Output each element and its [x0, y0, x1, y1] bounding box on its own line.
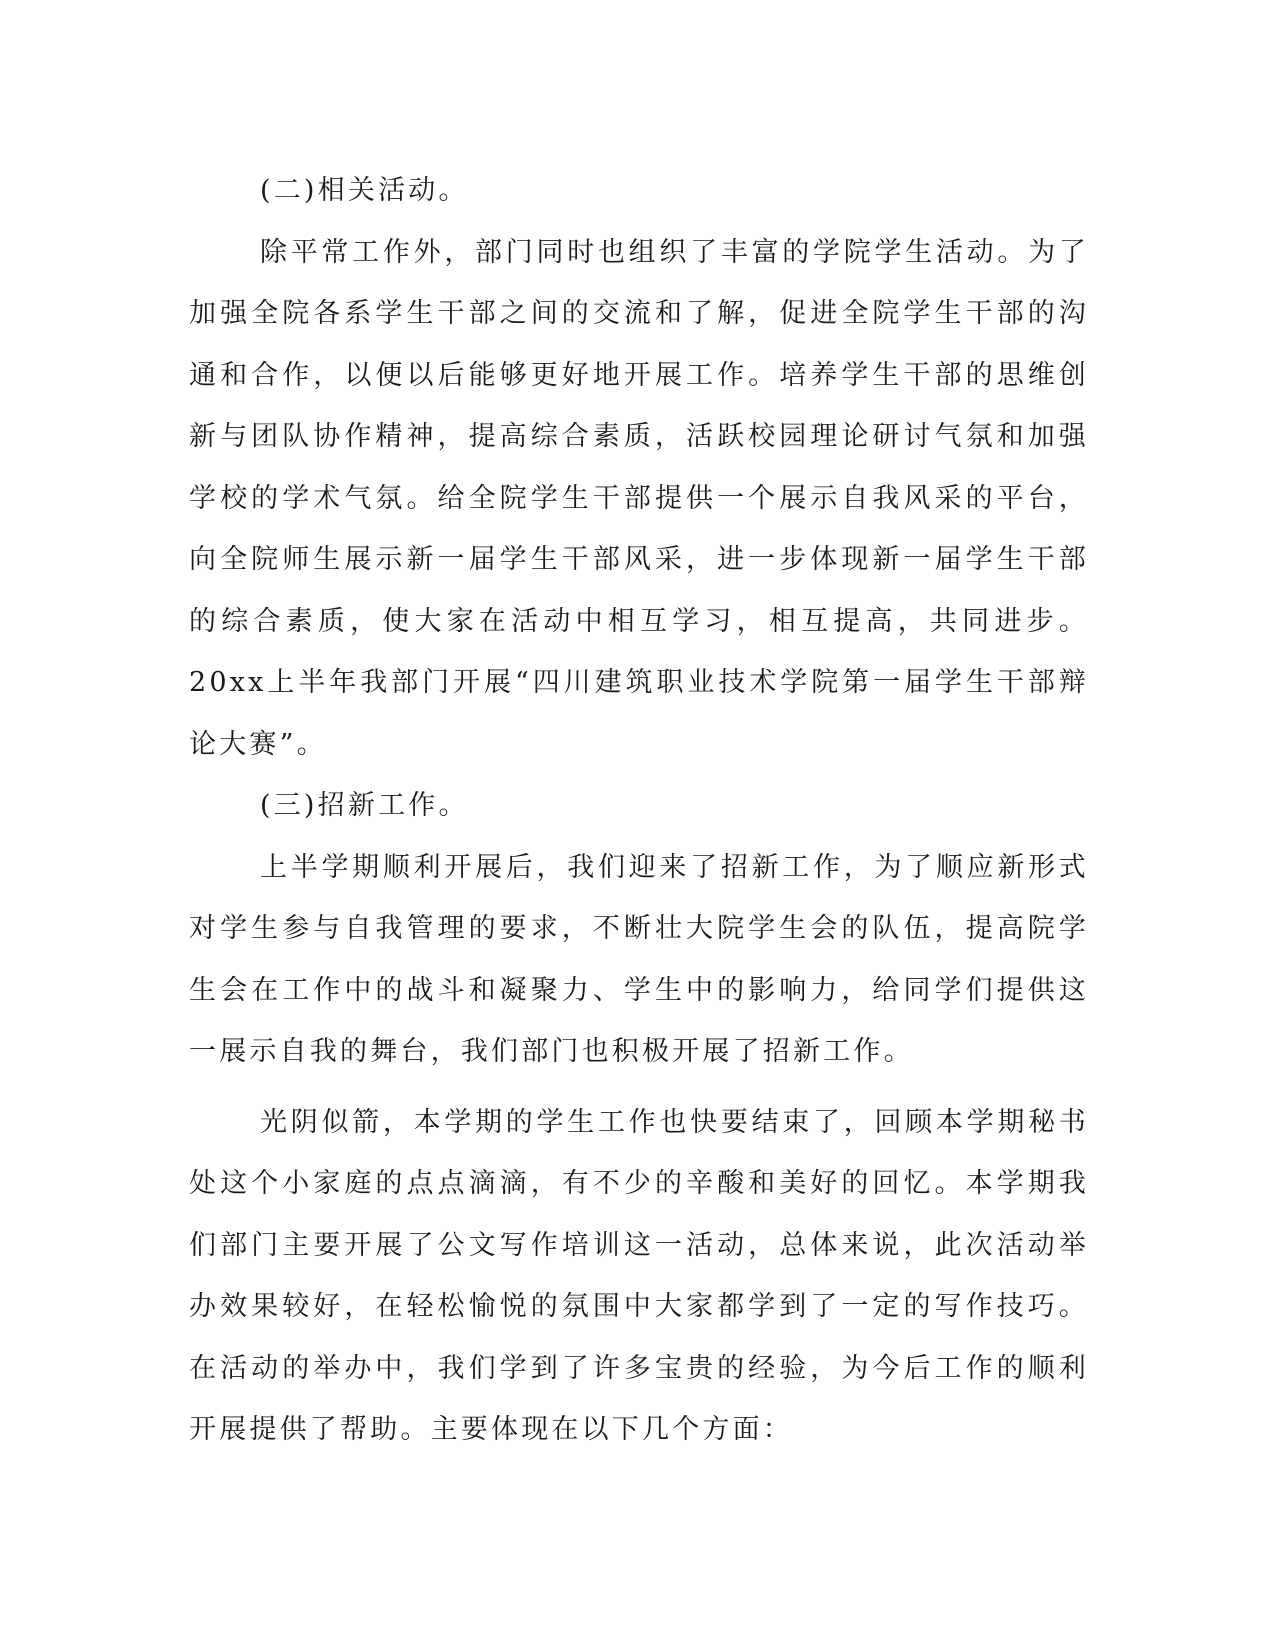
- paragraph-activities: 除平常工作外，部门同时也组织了丰富的学院学生活动。为了加强全院各系学生干部之间的交流和了解，促进全院学生干部的沟通和合作，以便以后能够更好地开展工作。培养学生干部的思维创新与团队协作精神，提高综合素质，活跃校园理论研讨气氛和加强学校的学术气氛。给全院学生干部提供一个展示自我风采的平台，向全院师生展示新一届学生干部风采，进一步体现新一届学生干部的综合素质，使大家在活动中相互学习，相互提高，共同进步。20xx上半年我部门开展“四川建筑职业技术学院第一届学生干部辩论大赛”。: [189, 236, 1089, 760]
- document-body: [189, 160, 1089, 1461]
- section-heading-activities: (二)相关活动。: [260, 175, 469, 206]
- section-heading-recruitment: (三)招新工作。: [260, 790, 469, 821]
- paragraph-recruitment: 上半学期顺利开展后，我们迎来了招新工作，为了顺应新形式对学生参与自我管理的要求，不断壮大院学生会的队伍，提高院学生会在工作中的战斗和凝聚力、学生中的影响力，给同学们提供这一展示自我的舞台，我们部门也积极开展了招新工作。: [189, 851, 1089, 1067]
- paragraph-review: 光阴似箭，本学期的学生工作也快要结束了，回顾本学期秘书处这个小家庭的点点滴滴，有不少的辛酸和美好的回忆。本学期我们部门主要开展了公文写作培训这一活动，总体来说，此次活动举办效果较好，在轻松愉悦的氛围中大家都学到了一定的写作技巧。在活动的举办中，我们学到了许多宝贵的经验，为今后工作的顺利开展提供了帮助。主要体现在以下几个方面：: [189, 1106, 1089, 1445]
- paragraph-gap: [189, 1083, 1089, 1092]
